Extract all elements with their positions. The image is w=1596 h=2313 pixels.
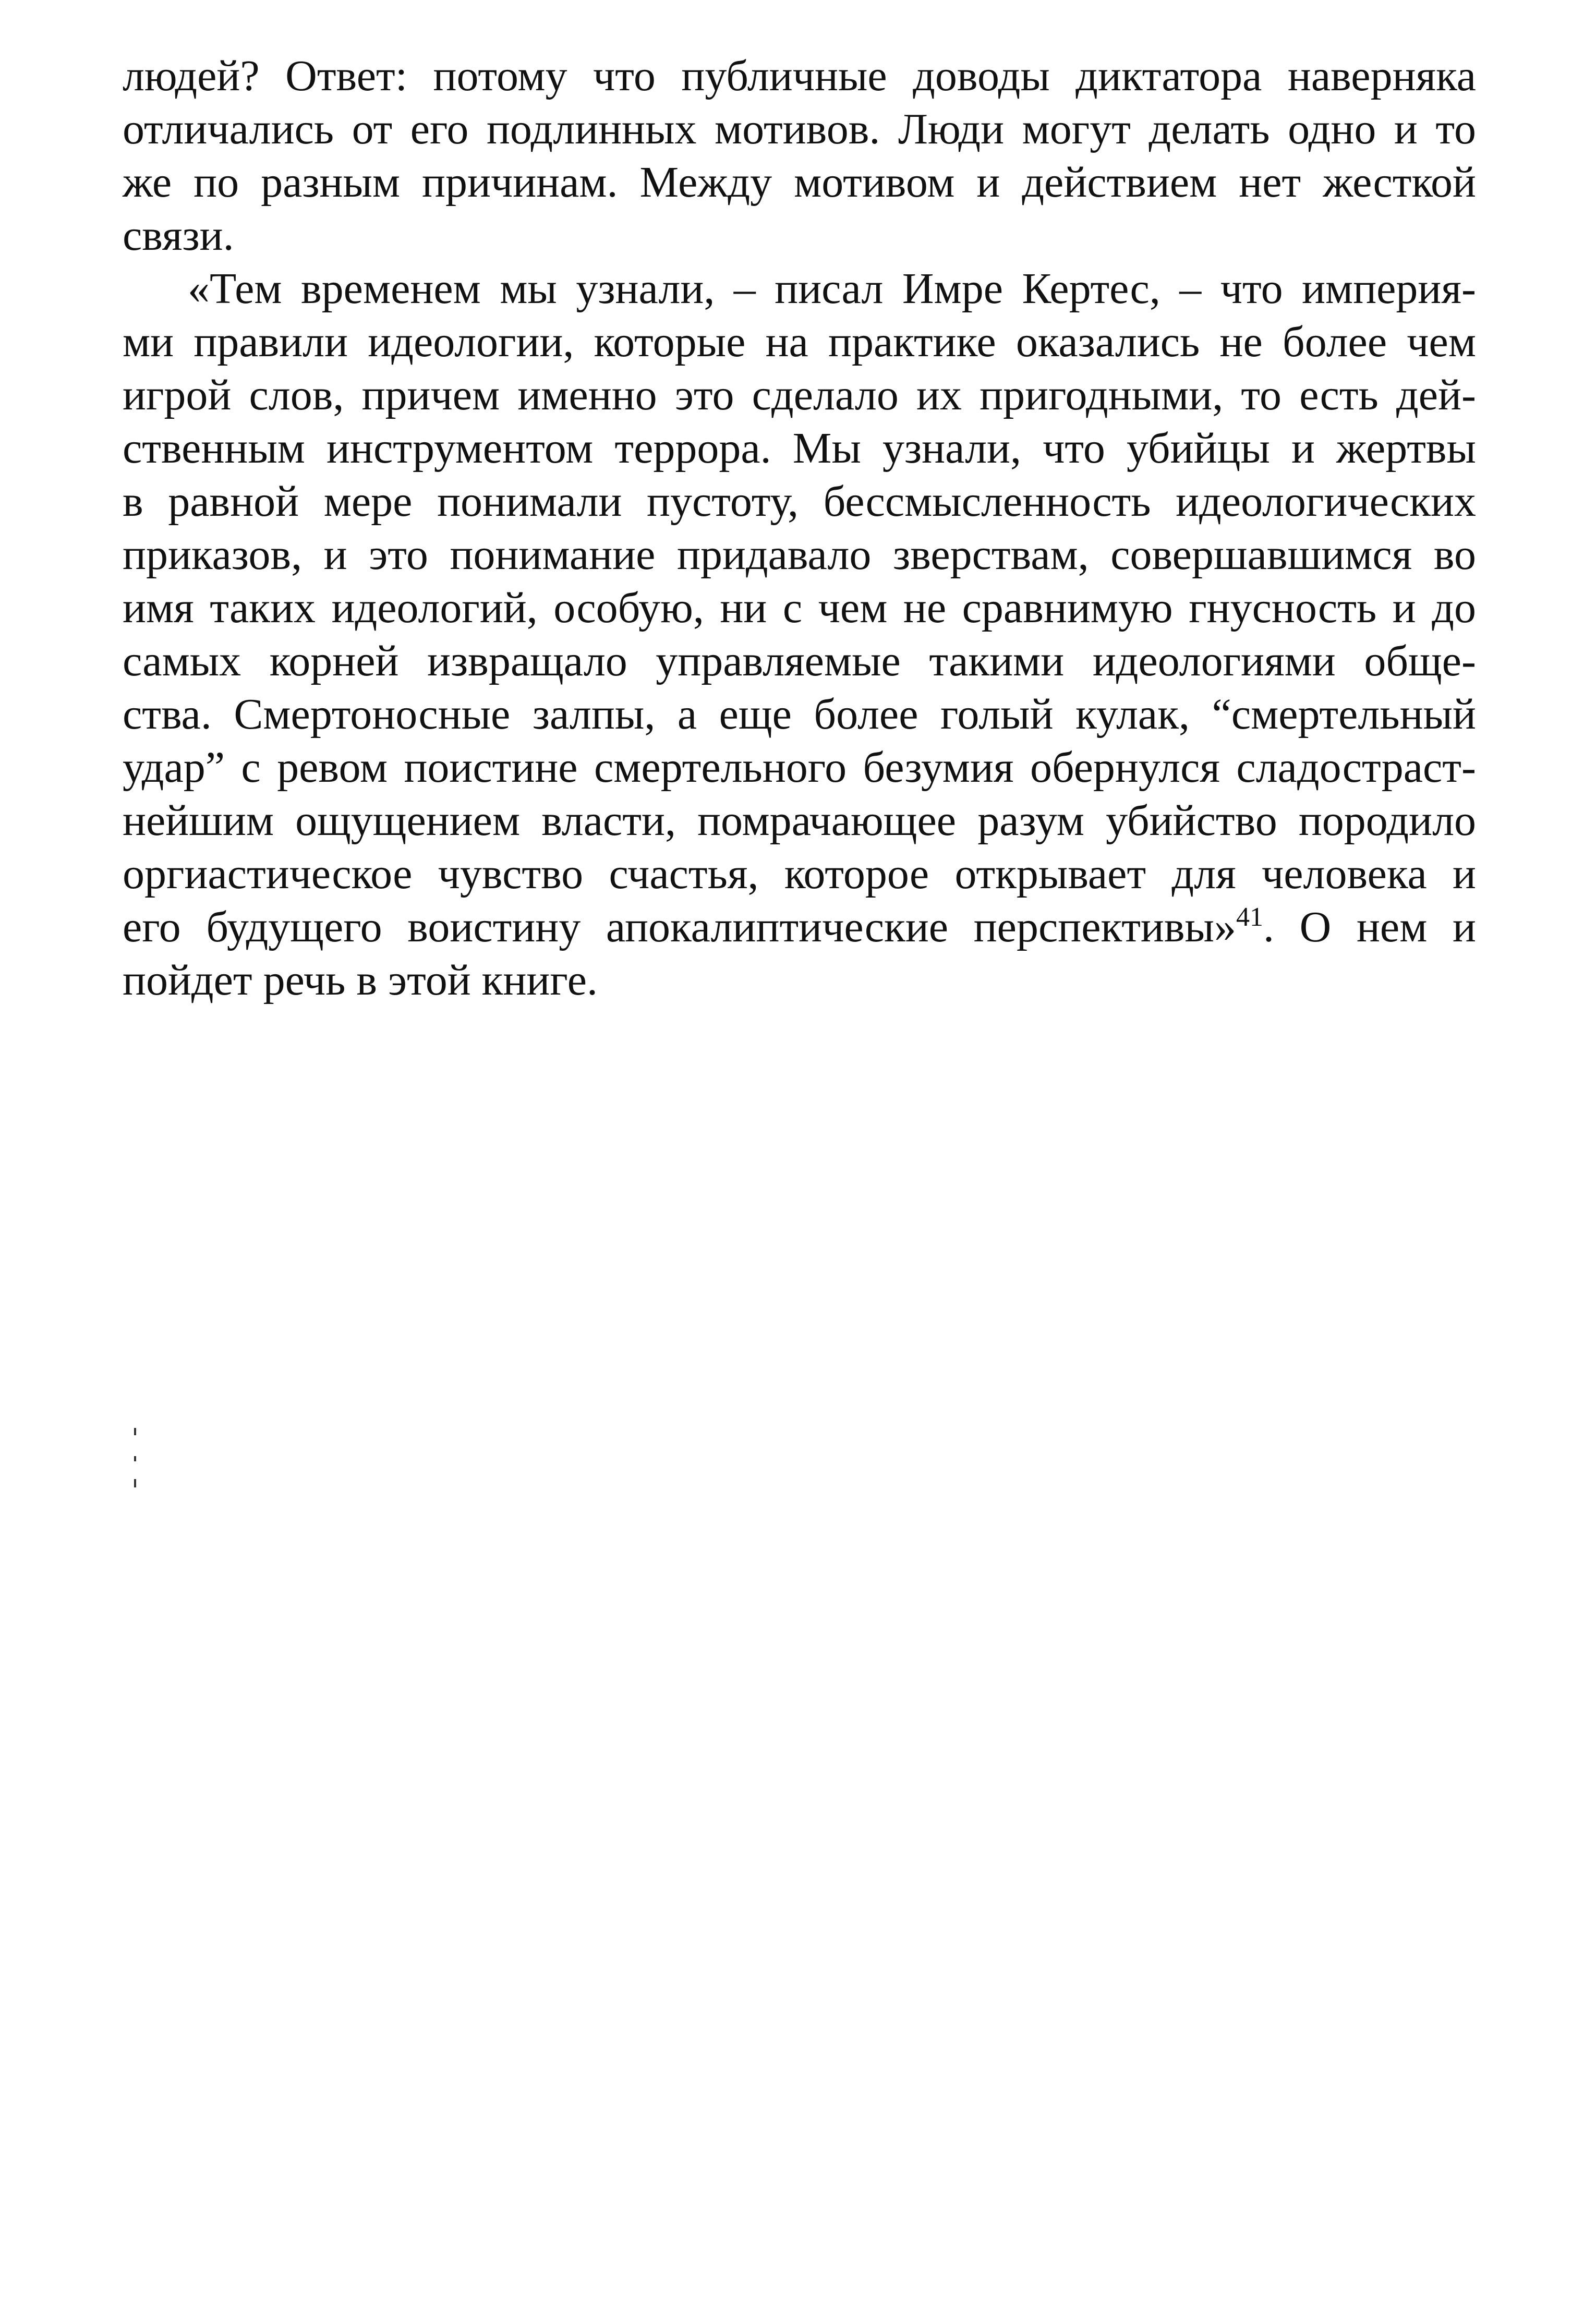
paragraph-1 <box>123 50 1476 262</box>
text-line: отличались от его подлинных мотивов. Люди могут делать одно и то <box>123 105 1476 153</box>
scan-mark <box>134 1428 136 1435</box>
text-line: людей? Ответ: потому что публичные доводы диктатора наверняка <box>123 52 1476 100</box>
body-text <box>123 50 1476 1007</box>
text-line: ственным инструментом террора. Мы узнали, что убийцы и жертвы <box>123 424 1476 473</box>
scan-mark <box>134 1479 136 1487</box>
text-segment: его будущего воистину апокалиптические перспективы» <box>123 903 1236 951</box>
text-line: имя таких идеологий, особую, ни с чем не сравнимую гнусность и до <box>123 584 1476 632</box>
paragraph-2 <box>123 262 1476 1007</box>
text-line: ми правили идеологии, которые на практике оказались не более чем <box>123 318 1476 366</box>
footnote-reference[interactable]: 41 <box>1236 902 1263 932</box>
text-line: самых корней извращало управляемые такими идеологиями обще- <box>123 637 1476 685</box>
text-line: приказов, и это понимание придавало зверствам, совершавшимся во <box>123 530 1476 579</box>
text-line: связи. <box>123 211 234 260</box>
scan-marks <box>134 1428 139 1491</box>
text-line: пойдет речь в этой книге. <box>123 956 598 1004</box>
text-segment: . О нем и <box>1263 903 1476 951</box>
text-line-with-footnote <box>123 901 1476 954</box>
text-line: в равной мере понимали пустоту, бессмысленность идеологических <box>123 477 1476 526</box>
text-line: «Тем временем мы узнали, – писал Имре Кертес, – что империя- <box>188 264 1476 313</box>
text-line: же по разным причинам. Между мотивом и действием нет жесткой <box>123 158 1476 207</box>
text-line: оргиастическое чувство счастья, которое открывает для человека и <box>123 850 1476 898</box>
scan-mark <box>134 1456 136 1461</box>
text-line: ства. Смертоносные залпы, а еще более голый кулак, “смертельный <box>123 690 1476 738</box>
text-line: удар” с ревом поистине смертельного безумия обернулся сладостраст- <box>123 743 1476 792</box>
text-line: нейшим ощущением власти, помрачающее разум убийство породило <box>123 796 1476 845</box>
text-line: игрой слов, причем именно это сделало их пригодными, то есть дей- <box>123 371 1476 419</box>
